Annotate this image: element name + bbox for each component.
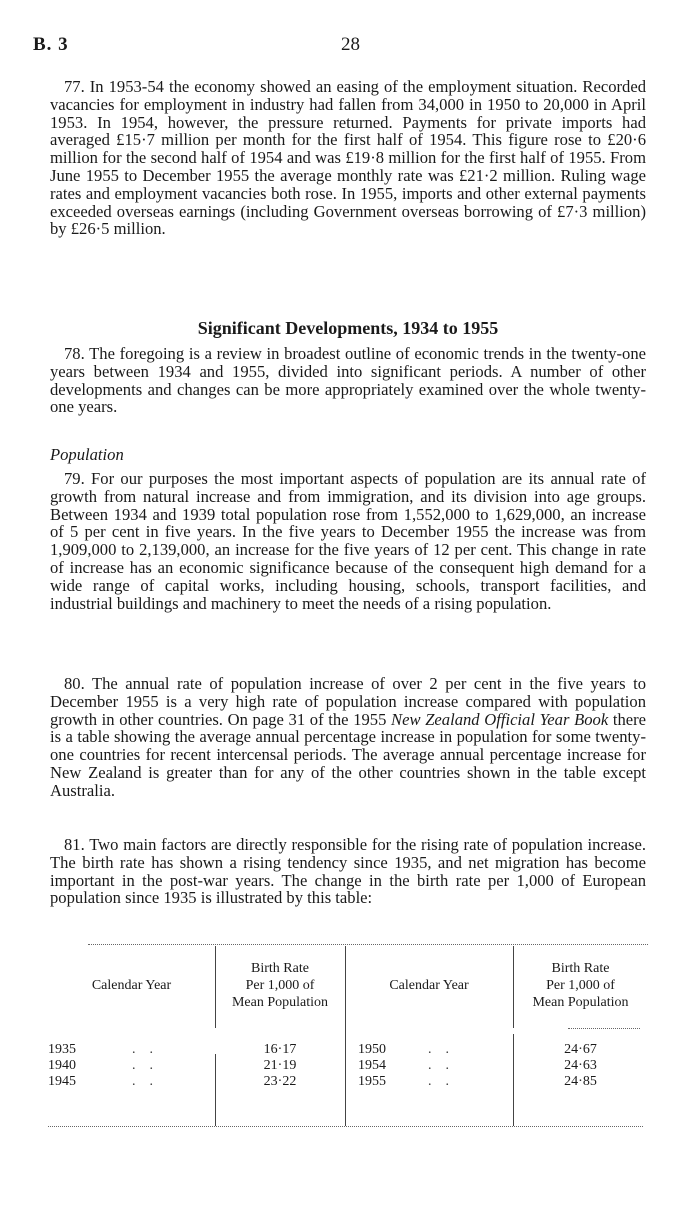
header-birth-rate-line3: Mean Population (532, 995, 629, 1010)
header-calendar-year-left: Calendar Year (91, 978, 172, 993)
section-heading: Significant Developments, 1934 to 1955 (197, 318, 499, 338)
leader-dots: .. (428, 1058, 463, 1073)
table-divider-2 (345, 946, 346, 1126)
table-bottom-rule (48, 1126, 643, 1127)
year-book-title: New Zealand Official Year Book (391, 709, 609, 729)
table-row-rate: 24·67 (564, 1042, 597, 1057)
paragraph-78-block (50, 345, 646, 416)
paragraph-81-block (50, 836, 646, 907)
header-birth-rate-line1: Birth Rate (551, 961, 610, 976)
header-underline (568, 1028, 640, 1029)
paragraph-80-block (50, 675, 646, 800)
table-row-rate: 23·22 (263, 1074, 297, 1089)
leader-dots: .. (428, 1042, 463, 1057)
paragraph-77: 77. In 1953-54 the economy showed an easing of the employment situation. Recorded vacancies for employment in industry had fallen from 34,000 in 1950 to 20,000 in April 1953. In 1954, however, the pressure returned. Payments for private imports had averaged £15·7 million per month for the first half of 1954. This figure rose to £20·6 million for the second half of 1954 and was £19·8 million for the first half of 1955. From June 1955 to December 1955 the average monthly rate was £21·2 million. Ruling wage rates and employment vacancies both rose. In 1955, imports and other external payments exceeded overseas earnings (including Government overseas borrowing of £7·3 million) by £26·5 million. (50, 77, 646, 239)
header-birth-rate-line2: Per 1,000 of (245, 978, 315, 993)
header-birth-rate-line2: Per 1,000 of (546, 978, 615, 993)
paragraph-79: 79. For our purposes the most important aspects of population are its annual rate of growth from natural increase and from immigration, and its division into age groups. Between 1934 and 1939 total population rose from 1,552,000 to 1,629,000, an increase of 5 per cent in five years. In the five years to December 1955 the increase was from 1,909,000 to 2,139,000, an increase for the five years of 12 per cent. This change in rate of increase has an economic significance because of the consequent high demand for a wide range of capital works, including housing, schools, transport facilities, and industrial buildings and machinery to meet the needs of a rising population. (50, 469, 646, 613)
table-row-rate: 24·85 (564, 1074, 597, 1089)
table-row-year: 1950 (358, 1042, 386, 1057)
paragraph-78: 78. The foregoing is a review in broadest outline of economic trends in the twenty-one years between 1934 and 1955, divided into significant periods. A number of other developments and changes can be more appropriately examined over the whole twenty-one years. (50, 344, 646, 417)
header-birth-rate-left (215, 960, 345, 1011)
table-row-rate: 24·63 (564, 1058, 597, 1073)
leader-dots: .. (428, 1074, 463, 1089)
table-row-year: 1954 (358, 1058, 386, 1073)
leader-dots: .. (132, 1074, 167, 1089)
paragraph-81: 81. Two main factors are directly responsible for the rising rate of population increase. The birth rate has shown a rising tendency since 1935, and net migration has become important in the post-war years. The change in the birth rate per 1,000 of European population since 1935 is illustrated by this table: (50, 835, 646, 908)
birth-rate-table (48, 944, 648, 1130)
population-subheading: Population (50, 445, 124, 464)
table-top-rule (88, 944, 648, 945)
table-row-year: 1955 (358, 1074, 386, 1089)
leader-dots: .. (132, 1058, 167, 1073)
table-row-year: 1945 (48, 1074, 76, 1089)
paragraph-80-before: 80. The annual rate of population increase of over 2 per cent in the five years to December 1955 is a very high rate of population increase compared with population growth in other countries. On page 31 of the 1955 (50, 674, 646, 729)
paragraph-77-block (50, 78, 646, 238)
header-birth-rate-line3: Mean Population (231, 995, 329, 1010)
paragraph-80 (50, 675, 646, 800)
table-row-rate: 16·17 (263, 1042, 297, 1057)
table-row-rate: 21·19 (263, 1058, 297, 1073)
document-reference: B. 3 (33, 34, 69, 55)
paragraph-80-after: there is a table showing the average annual percentage increase in population for some twenty-one countries for recent intercensal periods. The average annual percentage increase for New Zealand is greater than for any of the other countries shown in the table except Australia. (50, 709, 647, 800)
header-birth-rate-right (513, 960, 648, 1011)
paragraph-79-block (50, 470, 646, 612)
leader-dots: .. (132, 1042, 167, 1057)
header-birth-rate-line1: Birth Rate (251, 961, 309, 976)
page-number: 28 (341, 34, 360, 55)
table-row-year: 1940 (48, 1058, 76, 1073)
table-row-year: 1935 (48, 1042, 76, 1057)
header-calendar-year-right: Calendar Year (389, 978, 469, 993)
